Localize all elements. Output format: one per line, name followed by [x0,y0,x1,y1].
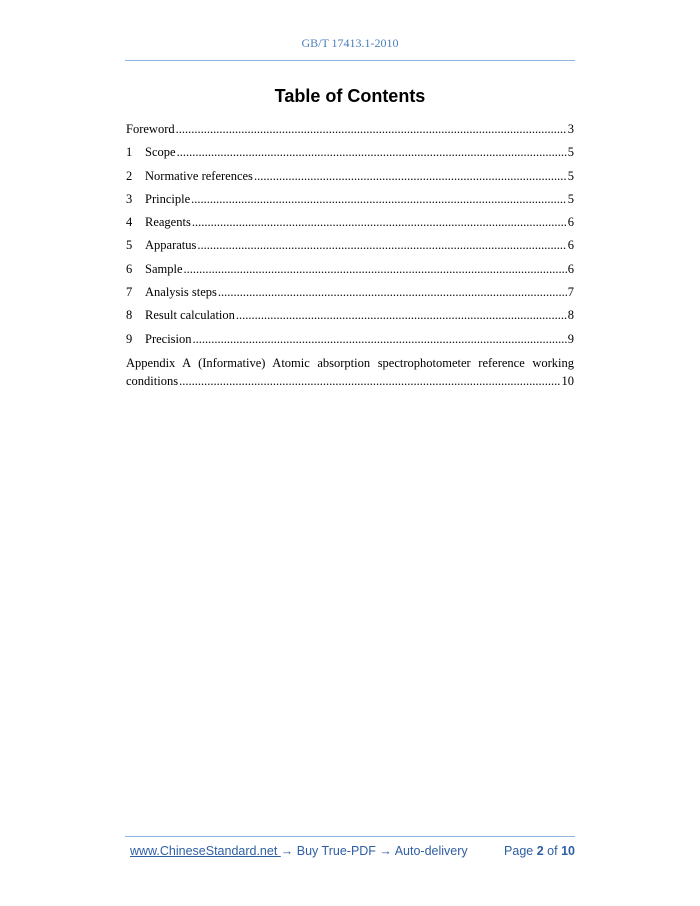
toc-entry-page: 5 [567,191,574,206]
toc-entry-sample[interactable] [126,260,574,283]
toc-entry-page: 7 [567,285,574,300]
toc-entry-principle[interactable] [126,190,574,213]
toc-entry-page: 6 [567,215,574,230]
toc-entry-normative-references[interactable] [126,167,574,190]
page-word: Page [504,844,534,858]
toc-dot-leader [193,330,567,348]
toc-entry-page: 3 [567,122,574,136]
footer-tagline: → Buy True-PDF → Auto-delivery [280,844,468,858]
toc-entry-analysis-steps[interactable] [126,283,574,306]
page-total: 10 [561,844,575,858]
toc-entry-number: 1 [126,145,133,160]
toc-entry-number: 6 [126,261,133,276]
chinesestandard-link[interactable]: www.ChineseStandard.net [130,844,281,858]
toc-entry-number: 9 [126,331,133,346]
footer-rule [125,836,575,837]
toc-entry-label: Normative references [145,168,253,183]
toc-entry-number: 8 [126,308,133,323]
toc-entry-label: conditions [126,373,179,388]
toc-entry-label: Sample [145,261,183,276]
toc-entry-page: 5 [567,168,574,183]
toc-entry-page: 8 [567,308,574,323]
toc-entry-label: Analysis steps [145,285,217,300]
toc-entry-appendix-a[interactable] [126,354,574,390]
toc-title: Table of Contents [274,86,426,106]
toc-entry-number: 5 [126,238,133,253]
toc-dot-leader [254,167,567,185]
toc-dot-leader [179,372,560,390]
toc-entry-label: Foreword [126,122,175,136]
toc-entry-page: 5 [567,145,574,160]
toc-entry-number: 7 [126,285,133,300]
toc-dot-leader [177,143,567,161]
toc-dot-leader [192,213,567,231]
toc-entry-apparatus[interactable] [126,236,574,259]
toc-entry-foreword[interactable] [126,120,574,143]
toc-entry-number: 3 [126,191,133,206]
toc-entry-number: 2 [126,168,133,183]
toc-dot-leader [184,260,567,278]
toc-entry-page: 6 [567,261,574,276]
page-current: 2 [536,844,544,858]
toc-list [126,120,574,390]
toc-entry-page: 10 [561,373,574,388]
of-word: of [547,844,558,858]
toc-entry-result-calculation[interactable] [126,306,574,329]
toc-entry-label: Precision [145,331,192,346]
toc-entry-label: Apparatus [145,238,197,253]
toc-appendix-title: Appendix A (Informative) Atomic absorption spectrophotometer reference working [126,355,574,370]
header-doc-id: GB/T 17413.1-2010 [301,36,399,50]
footer [130,844,575,858]
toc-entry-label: Scope [145,145,176,160]
page-indicator [504,844,575,858]
toc-dot-leader [218,283,567,301]
toc-entry-precision[interactable] [126,330,574,353]
toc-entry-page: 6 [567,238,574,253]
toc-dot-leader [191,190,567,208]
toc-dot-leader [176,120,567,138]
footer-left [130,844,468,858]
toc-appendix-continuation [126,372,574,390]
toc-entry-page: 9 [567,331,574,346]
toc-entry-scope[interactable] [126,143,574,166]
header-rule [125,60,575,61]
toc-entry-label: Principle [145,191,191,206]
toc-entry-reagents[interactable] [126,213,574,236]
toc-entry-label: Reagents [145,215,191,230]
toc-dot-leader [236,306,567,324]
toc-dot-leader [197,236,566,254]
toc-entry-label: Result calculation [145,308,235,323]
toc-entry-number: 4 [126,215,133,230]
